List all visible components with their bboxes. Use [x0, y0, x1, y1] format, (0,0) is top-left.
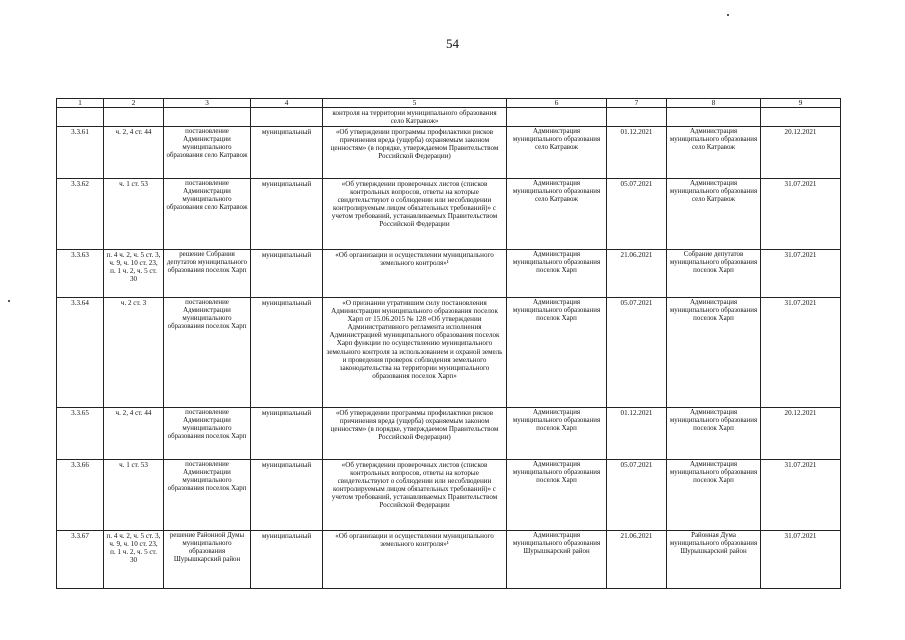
row-number: 3.3.61 — [57, 127, 104, 179]
row-doc-type: решение Районной Думы муниципального образования Шурышкарский район — [164, 531, 251, 589]
header-cell: 8 — [667, 99, 761, 108]
row-article: ч. 2, 4 ст. 44 — [104, 127, 164, 179]
row-developer: Администрация муниципального образования поселок Харп — [507, 460, 607, 531]
row-approver: Администрация муниципального образования поселок Харп — [667, 460, 761, 531]
row-doc-type: решение Собрания депутатов муниципального образования поселок Харп — [164, 250, 251, 298]
row-title: «Об утверждении программы профилактики рисков причинения вреда (ущерба) охраняемым законом ценностям» (в порядке, утверждаемом Правительством Российской Федерации) — [323, 127, 507, 179]
table-row — [57, 460, 841, 531]
row-doc-type: постановление Администрации муниципального образования поселок Харп — [164, 298, 251, 408]
row-number: 3.3.66 — [57, 460, 104, 531]
page-number: 54 — [446, 36, 459, 51]
row-title: «Об организации и осуществлении муниципального земельного контроля»¹ — [323, 531, 507, 589]
continuation-text: контроля на территории муниципального образования село Катравож» — [323, 108, 507, 127]
row-doc-type: постановление Администрации муниципального образования поселок Харп — [164, 408, 251, 460]
row-article: ч. 2, 4 ст. 44 — [104, 408, 164, 460]
row-level: муниципальный — [251, 250, 323, 298]
row-date-start: 01.12.2021 — [607, 127, 667, 179]
table-row — [57, 179, 841, 250]
header-cell: 3 — [164, 99, 251, 108]
row-date-end: 31.07.2021 — [761, 531, 841, 589]
row-level: муниципальный — [251, 460, 323, 531]
row-developer: Администрация муниципального образования Шурышкарский район — [507, 531, 607, 589]
row-approver: Собрание депутатов муниципального образования поселок Харп — [667, 250, 761, 298]
header-row — [57, 99, 841, 108]
row-number: 3.3.64 — [57, 298, 104, 408]
row-date-end: 20.12.2021 — [761, 408, 841, 460]
header-cell: 7 — [607, 99, 667, 108]
row-doc-type: постановление Администрации муниципального образования село Катравож — [164, 127, 251, 179]
row-date-start: 01.12.2021 — [607, 408, 667, 460]
row-date-end: 20.12.2021 — [761, 127, 841, 179]
row-date-start: 05.07.2021 — [607, 298, 667, 408]
row-date-start: 05.07.2021 — [607, 179, 667, 250]
row-developer: Администрация муниципального образования поселок Харп — [507, 298, 607, 408]
scan-speck — [727, 14, 729, 16]
header-cell: 4 — [251, 99, 323, 108]
scan-speck — [8, 300, 10, 302]
row-article: ч. 1 ст. 53 — [104, 460, 164, 531]
row-number: 3.3.65 — [57, 408, 104, 460]
row-title: «Об организации и осуществлении муниципального земельного контроля»¹ — [323, 250, 507, 298]
row-approver: Районная Дума муниципального образования Шурышкарский район — [667, 531, 761, 589]
row-level: муниципальный — [251, 408, 323, 460]
row-title: «Об утверждении проверочных листов (списков контрольных вопросов, ответы на которые свидетельствуют о соблюдении или несоблюдении контролируемым лицом обязательных требований)» с учетом требований, устанавливаемых Правительством Российской Федерации — [323, 179, 507, 250]
table-row — [57, 408, 841, 460]
row-number: 3.3.67 — [57, 531, 104, 589]
row-date-end: 31.07.2021 — [761, 250, 841, 298]
row-level: муниципальный — [251, 298, 323, 408]
row-doc-type: постановление Администрации муниципального образования село Катравож — [164, 179, 251, 250]
header-cell: 5 — [323, 99, 507, 108]
row-level: муниципальный — [251, 531, 323, 589]
row-developer: Администрация муниципального образования поселок Харп — [507, 408, 607, 460]
row-date-end: 31.07.2021 — [761, 179, 841, 250]
continuation-row — [57, 108, 841, 127]
row-developer: Администрация муниципального образования поселок Харп — [507, 250, 607, 298]
row-title: «Об утверждении проверочных листов (списков контрольных вопросов, ответы на которые свидетельствуют о соблюдении или несоблюдении контролируемым лицом обязательных требований)» с учетом требований, устанавливаемых Правительством Российской Федерации — [323, 460, 507, 531]
row-date-end: 31.07.2021 — [761, 460, 841, 531]
row-approver: Администрация муниципального образования поселок Харп — [667, 298, 761, 408]
header-cell: 6 — [507, 99, 607, 108]
row-title: «О признании утратившим силу постановления Администрации муниципального образования поселок Харп от 15.06.2015 № 128 «Об утверждении Административного регламента исполнения Администрацией муниципального образования поселок Харп функции по осуществлению муниципального земельного контроля за использованием и охраной земель и проведения проверок соблюдения земельного законодательства на территории муниципального образования поселок Харп» — [323, 298, 507, 408]
header-cell: 2 — [104, 99, 164, 108]
row-doc-type: постановление Администрации муниципального образования поселок Харп — [164, 460, 251, 531]
table-row — [57, 127, 841, 179]
row-date-end: 31.07.2021 — [761, 298, 841, 408]
row-approver: Администрация муниципального образования поселок Харп — [667, 408, 761, 460]
row-date-start: 21.06.2021 — [607, 250, 667, 298]
row-article: п. 4 ч. 2, ч. 5 ст. 3, ч. 9, ч. 10 ст. 23, п. 1 ч. 2, ч. 5 ст. 30 — [104, 531, 164, 589]
row-article: ч. 1 ст. 53 — [104, 179, 164, 250]
table-row — [57, 531, 841, 589]
header-cell: 9 — [761, 99, 841, 108]
row-date-start: 05.07.2021 — [607, 460, 667, 531]
row-article: ч. 2 ст. 3 — [104, 298, 164, 408]
row-level: муниципальный — [251, 127, 323, 179]
table-row — [57, 250, 841, 298]
row-level: муниципальный — [251, 179, 323, 250]
regulations-table — [56, 98, 841, 589]
header-cell: 1 — [57, 99, 104, 108]
row-title: «Об утверждении программы профилактики рисков причинения вреда (ущерба) охраняемым законом ценностям» (в порядке, утверждаемом Правительством Российской Федерации) — [323, 408, 507, 460]
row-developer: Администрация муниципального образования село Катравож — [507, 179, 607, 250]
row-number: 3.3.62 — [57, 179, 104, 250]
row-article: п. 4 ч. 2, ч. 5 ст. 3, ч. 9, ч. 10 ст. 23, п. 1 ч. 2, ч. 5 ст. 30 — [104, 250, 164, 298]
row-developer: Администрация муниципального образования село Катравож — [507, 127, 607, 179]
table-row — [57, 298, 841, 408]
row-number: 3.3.63 — [57, 250, 104, 298]
row-approver: Администрация муниципального образования село Катравож — [667, 127, 761, 179]
row-approver: Администрация муниципального образования село Катравож — [667, 179, 761, 250]
row-date-start: 21.06.2021 — [607, 531, 667, 589]
